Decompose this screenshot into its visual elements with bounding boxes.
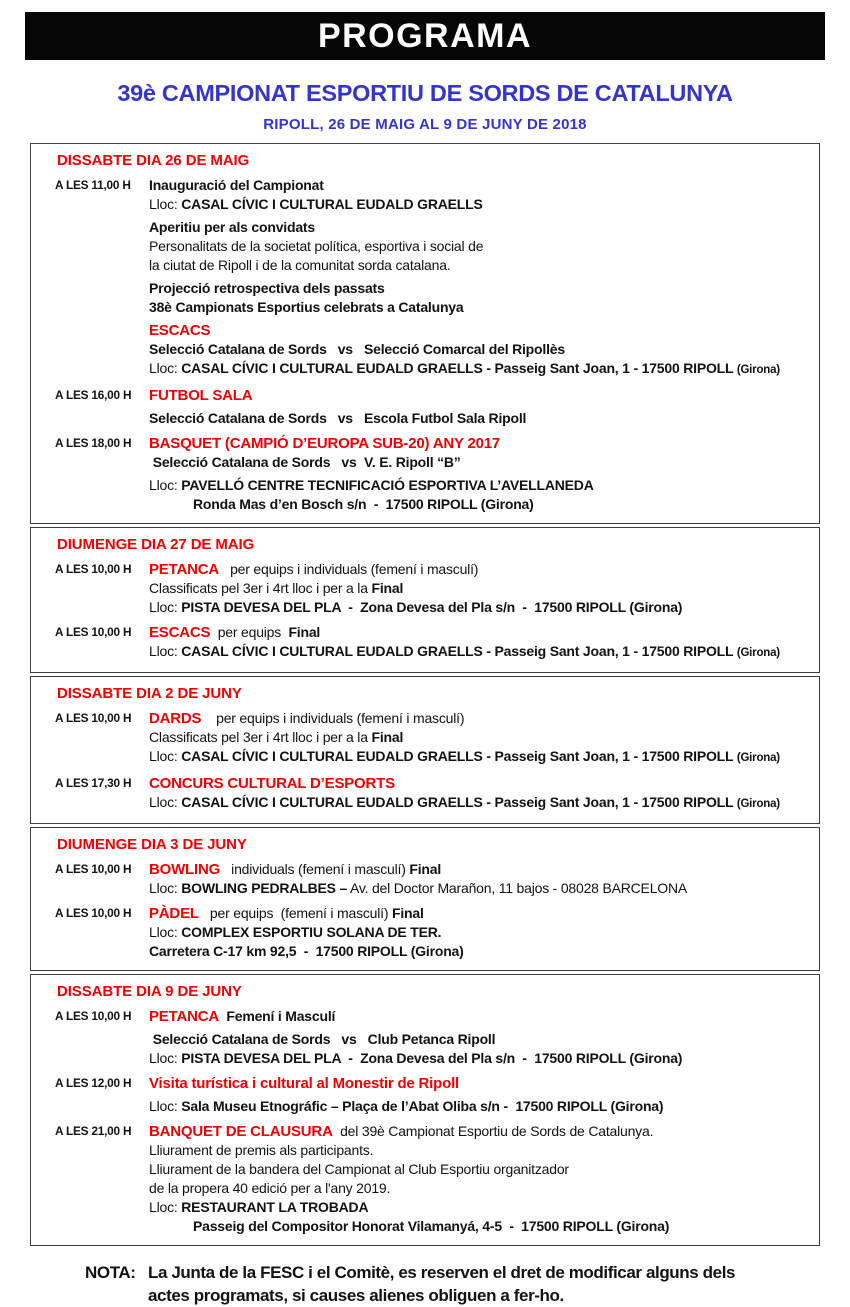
text-span: Sala Museu Etnográfic – Plaça de l’Abat Oliba s/n - 17500 RIPOLL (Girona): [181, 1098, 663, 1114]
text-span: Lloc:: [149, 360, 181, 376]
text-line: [149, 256, 819, 275]
event-details: [149, 1007, 819, 1068]
text-span: de la propera 40 edició per a l'any 2019.: [149, 1180, 390, 1196]
text-span: Av. del Doctor Marañon, 11 bajos - 08028 BARCELONA: [347, 880, 687, 896]
event-row: [31, 434, 819, 514]
text-line: [149, 879, 819, 898]
text-span: Lloc:: [149, 1199, 181, 1215]
text-line: [149, 1198, 819, 1217]
event-details: [149, 176, 819, 380]
text-span: del 39è Campionat Esportiu de Sords de Catalunya.: [333, 1123, 654, 1139]
event-details: [149, 709, 819, 768]
text-line: [193, 495, 819, 514]
text-span: PETANCA: [149, 561, 219, 578]
event-details: [149, 560, 819, 617]
text-span: BOWLING: [149, 861, 220, 878]
text-span: Final: [372, 729, 404, 745]
text-line: [149, 1122, 819, 1141]
text-span: Visita turística i cultural al Monestir de Ripoll: [149, 1075, 459, 1092]
day-title: DISSABTE DIA 26 DE MAIG: [31, 151, 819, 170]
day-section: [30, 676, 820, 824]
text-line: [149, 1097, 819, 1116]
event-time: A LES 12,00 H: [55, 1074, 149, 1116]
event-details: [149, 386, 819, 428]
event-details: [149, 1074, 819, 1116]
event-details: [149, 434, 819, 514]
text-line: [193, 1217, 819, 1236]
text-line: [149, 237, 819, 256]
text-span: Final: [392, 905, 424, 921]
text-span: PETANCA: [149, 1008, 219, 1025]
text-span: CASAL CÍVIC I CULTURAL EUDALD GRAELLS - Passeig Sant Joan, 1 - 17500 RIPOLL: [181, 643, 737, 659]
text-span: Selecció Catalana de Sords vs Escola Futbol Sala Ripoll: [149, 410, 526, 426]
event-row: [31, 709, 819, 768]
text-line: [149, 453, 819, 472]
day-title: DIUMENGE DIA 27 DE MAIG: [31, 535, 819, 554]
text-line: [149, 1007, 819, 1026]
text-span: FUTBOL SALA: [149, 387, 252, 404]
text-span: Lloc:: [149, 477, 181, 493]
text-span: (Girona): [737, 647, 780, 659]
text-span: CASAL CÍVIC I CULTURAL EUDALD GRAELLS - Passeig Sant Joan, 1 - 17500 RIPOLL: [181, 360, 737, 376]
text-span: BOWLING PEDRALBES –: [181, 880, 347, 896]
event-time: A LES 10,00 H: [55, 709, 149, 768]
text-span: CASAL CÍVIC I CULTURAL EUDALD GRAELLS - Passeig Sant Joan, 1 - 17500 RIPOLL: [181, 794, 737, 810]
text-span: Selecció Catalana de Sords vs Selecció Comarcal del Ripollès: [149, 341, 565, 357]
text-span: Lloc:: [149, 643, 181, 659]
day-section: [30, 527, 820, 673]
text-line: [149, 476, 819, 495]
text-line: [149, 747, 819, 768]
text-span: PAVELLÓ CENTRE TECNIFICACIÓ ESPORTIVA L’AVELLANEDA: [181, 477, 593, 493]
text-span: (Girona): [737, 364, 780, 376]
day-section: [30, 827, 820, 971]
event-time: A LES 10,00 H: [55, 623, 149, 663]
text-line: [149, 642, 819, 663]
text-span: Personalitats de la societat política, esportiva i social de: [149, 238, 483, 254]
text-line: [149, 298, 819, 317]
text-line: [149, 774, 819, 793]
text-line: [149, 340, 819, 359]
text-line: [149, 1049, 819, 1068]
text-line: [149, 942, 819, 961]
text-line: [149, 1030, 819, 1049]
note-line: actes programats, si causes alienes obliguen a fer-ho.: [148, 1285, 768, 1307]
text-span: Carretera C-17 km 92,5 - 17500 RIPOLL (Girona): [149, 943, 464, 959]
text-span: Aperitiu per als convidats: [149, 219, 315, 235]
text-span: CONCURS CULTURAL D’ESPORTS: [149, 775, 395, 792]
event-details: [149, 1122, 819, 1236]
text-span: BANQUET DE CLAUSURA: [149, 1123, 333, 1140]
text-span: Lloc:: [149, 1098, 181, 1114]
text-line: [149, 860, 819, 879]
text-span: Lloc:: [149, 599, 181, 615]
text-line: [149, 623, 819, 642]
text-span: ESCACS: [149, 624, 210, 641]
text-span: BASQUET (CAMPIÓ D’EUROPA SUB-20) ANY 2017: [149, 435, 500, 452]
day-section: [30, 974, 820, 1246]
text-line: [149, 560, 819, 579]
text-span: PISTA DEVESA DEL PLA - Zona Devesa del Pla s/n - 17500 RIPOLL (Girona): [181, 1050, 682, 1066]
text-span: Final: [372, 580, 404, 596]
text-line: [149, 218, 819, 237]
header-bar: [25, 12, 825, 60]
text-line: [149, 1141, 819, 1160]
event-details: [149, 774, 819, 814]
event-row: [31, 623, 819, 663]
text-span: RESTAURANT LA TROBADA: [181, 1199, 368, 1215]
event-time: A LES 10,00 H: [55, 560, 149, 617]
text-span: Selecció Catalana de Sords vs V. E. Ripoll “B”: [149, 454, 461, 470]
text-span: Lliurament de la bandera del Campionat al Club Esportiu organitzador: [149, 1161, 569, 1177]
text-line: [149, 579, 819, 598]
text-line: [149, 728, 819, 747]
text-span: (Girona): [737, 798, 780, 810]
event-row: [31, 1122, 819, 1236]
text-line: [149, 359, 819, 380]
text-span: Final: [409, 861, 441, 877]
day-title: DISSABTE DIA 9 DE JUNY: [31, 982, 819, 1001]
text-span: per equips i individuals (femení i masculí): [219, 561, 478, 577]
text-span: 38è Campionats Esportius celebrats a Catalunya: [149, 299, 463, 315]
event-time: A LES 18,00 H: [55, 434, 149, 514]
text-line: [149, 793, 819, 814]
note: [85, 1262, 826, 1307]
event-time: A LES 10,00 H: [55, 1007, 149, 1068]
text-line: [149, 279, 819, 298]
text-line: [149, 904, 819, 923]
championship-title: 39è CAMPIONAT ESPORTIU DE SORDS DE CATALUNYA: [24, 80, 826, 107]
event-row: [31, 904, 819, 961]
text-line: [149, 409, 819, 428]
text-span: per equips: [210, 624, 288, 640]
text-line: [149, 923, 819, 942]
note-line: La Junta de la FESC i el Comitè, es reserven el dret de modificar alguns dels: [148, 1262, 768, 1285]
event-row: [31, 774, 819, 814]
text-span: ESCACS: [149, 322, 210, 339]
text-line: [149, 1179, 819, 1198]
text-span: PÀDEL: [149, 905, 199, 922]
event-row: [31, 176, 819, 380]
text-line: [149, 195, 819, 214]
text-span: individuals (femení i masculí): [220, 861, 409, 877]
text-span: Ronda Mas d’en Bosch s/n - 17500 RIPOLL (Girona): [193, 496, 534, 512]
event-row: [31, 386, 819, 428]
text-line: [149, 709, 819, 728]
event-time: A LES 16,00 H: [55, 386, 149, 428]
day-title: DIUMENGE DIA 3 DE JUNY: [31, 835, 819, 854]
text-span: CASAL CÍVIC I CULTURAL EUDALD GRAELLS: [181, 196, 482, 212]
text-span: Inauguració del Campionat: [149, 177, 324, 193]
note-label: NOTA:: [85, 1262, 148, 1307]
day-title: DISSABTE DIA 2 DE JUNY: [31, 684, 819, 703]
text-span: Lliurament de premis als participants.: [149, 1142, 373, 1158]
text-span: (Girona): [737, 752, 780, 764]
text-span: Projecció retrospectiva dels passats: [149, 280, 385, 296]
text-span: Classificats pel 3er i 4rt lloc i per a la: [149, 729, 372, 745]
event-time: A LES 21,00 H: [55, 1122, 149, 1236]
sections-container: [30, 143, 820, 1246]
text-line: [149, 1074, 819, 1093]
text-span: DARDS: [149, 710, 201, 727]
event-time: A LES 11,00 H: [55, 176, 149, 380]
text-span: Classificats pel 3er i 4rt lloc i per a la: [149, 580, 372, 596]
text-span: COMPLEX ESPORTIU SOLANA DE TER.: [181, 924, 441, 940]
event-time: A LES 17,30 H: [55, 774, 149, 814]
text-span: Selecció Catalana de Sords vs Club Petanca Ripoll: [149, 1031, 495, 1047]
text-span: Final: [288, 624, 320, 640]
event-row: [31, 560, 819, 617]
event-details: [149, 623, 819, 663]
text-line: [149, 176, 819, 195]
text-span: Femení i Masculí: [219, 1008, 335, 1024]
text-span: Passeig del Compositor Honorat Vilamanyá, 4-5 - 17500 RIPOLL (Girona): [193, 1218, 669, 1234]
championship-subtitle: RIPOLL, 26 DE MAIG AL 9 DE JUNY DE 2018: [24, 116, 826, 133]
text-line: [149, 321, 819, 340]
text-span: per equips i individuals (femení i masculí): [201, 710, 464, 726]
program-title: PROGRAMA: [318, 17, 532, 56]
text-line: [149, 434, 819, 453]
text-span: Lloc:: [149, 196, 181, 212]
text-span: Lloc:: [149, 880, 181, 896]
text-span: Lloc:: [149, 748, 181, 764]
event-details: [149, 860, 819, 898]
text-span: PISTA DEVESA DEL PLA - Zona Devesa del Pla s/n - 17500 RIPOLL (Girona): [181, 599, 682, 615]
event-row: [31, 1074, 819, 1116]
text-line: [149, 1160, 819, 1179]
text-span: CASAL CÍVIC I CULTURAL EUDALD GRAELLS - Passeig Sant Joan, 1 - 17500 RIPOLL: [181, 748, 737, 764]
event-row: [31, 860, 819, 898]
text-span: Lloc:: [149, 1050, 181, 1066]
text-span: per equips (femení i masculí): [199, 905, 392, 921]
event-details: [149, 904, 819, 961]
text-span: Lloc:: [149, 924, 181, 940]
day-section: [30, 143, 820, 524]
text-span: Lloc:: [149, 794, 181, 810]
event-row: [31, 1007, 819, 1068]
text-line: [149, 386, 819, 405]
text-span: la ciutat de Ripoll i de la comunitat sorda catalana.: [149, 257, 450, 273]
note-text: [148, 1262, 768, 1307]
event-time: A LES 10,00 H: [55, 860, 149, 898]
text-line: [149, 598, 819, 617]
event-time: A LES 10,00 H: [55, 904, 149, 961]
